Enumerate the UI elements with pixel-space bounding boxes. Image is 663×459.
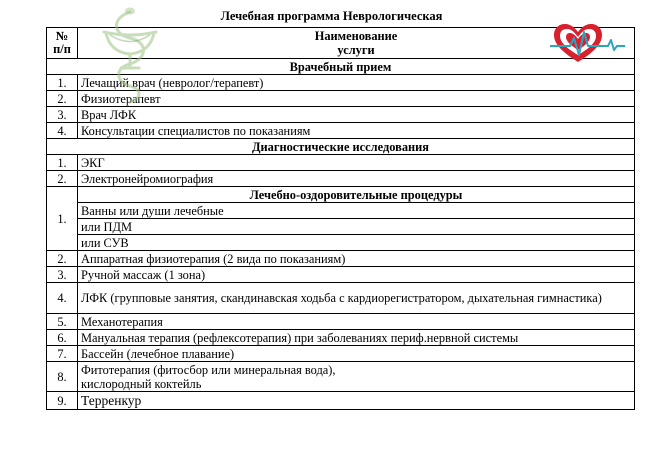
row-text: Консультации специалистов по показаниям bbox=[78, 123, 635, 139]
table-row bbox=[47, 267, 635, 283]
row-num: 1. bbox=[47, 187, 78, 251]
row-text: Электронейромиография bbox=[78, 171, 635, 187]
table-row bbox=[47, 171, 635, 187]
table-row bbox=[47, 219, 635, 235]
row-text: Ручной массаж (1 зона) bbox=[78, 267, 635, 283]
row-num: 6. bbox=[47, 330, 78, 346]
row-text: Ванны или души лечебные bbox=[78, 203, 635, 219]
section-heading: Диагностические исследования bbox=[47, 139, 635, 155]
row-num: 7. bbox=[47, 346, 78, 362]
row-num: 4. bbox=[47, 283, 78, 314]
row-text: или ПДМ bbox=[78, 219, 635, 235]
row-num: 8. bbox=[47, 362, 78, 392]
section-heading: Лечебно-оздоровительные процедуры bbox=[78, 187, 635, 203]
row-text: ЭКГ bbox=[78, 155, 635, 171]
section-heading: Врачебный прием bbox=[47, 59, 635, 75]
table-row bbox=[47, 155, 635, 171]
row-num: 3. bbox=[47, 107, 78, 123]
row-text-line2: кислородный коктейль bbox=[81, 376, 202, 391]
row-num: 2. bbox=[47, 171, 78, 187]
heart-pulse-logo bbox=[548, 22, 626, 66]
row-num: 3. bbox=[47, 267, 78, 283]
table-row bbox=[47, 330, 635, 346]
table-row bbox=[47, 392, 635, 410]
row-text bbox=[78, 362, 635, 392]
row-text: Лечащий врач (невролог/терапевт) bbox=[78, 75, 635, 91]
table-row bbox=[47, 251, 635, 267]
row-text: Физиотерапевт bbox=[78, 91, 635, 107]
row-text: или СУВ bbox=[78, 235, 635, 251]
section-row bbox=[47, 187, 635, 203]
table-row bbox=[47, 314, 635, 330]
table-row bbox=[47, 107, 635, 123]
table-row bbox=[47, 235, 635, 251]
row-text: ЛФК (групповые занятия, скандинавская ходьба с кардиорегистратором, дыхательная гимнастика) bbox=[78, 283, 635, 314]
row-text: Механотерапия bbox=[78, 314, 635, 330]
row-text: Аппаратная физиотерапия (2 вида по показаниям) bbox=[78, 251, 635, 267]
row-num: 1. bbox=[47, 155, 78, 171]
table-row bbox=[47, 362, 635, 392]
section-row bbox=[47, 139, 635, 155]
table-row bbox=[47, 283, 635, 314]
table-row bbox=[47, 203, 635, 219]
row-num: 5. bbox=[47, 314, 78, 330]
row-text: Терренкур bbox=[78, 392, 635, 410]
row-text: Бассейн (лечебное плавание) bbox=[78, 346, 635, 362]
table-row bbox=[47, 123, 635, 139]
row-num: 2. bbox=[47, 251, 78, 267]
row-text: Врач ЛФК bbox=[78, 107, 635, 123]
row-num: 4. bbox=[47, 123, 78, 139]
row-num: 1. bbox=[47, 75, 78, 91]
row-num: 2. bbox=[47, 91, 78, 107]
bowl-of-hygieia-logo bbox=[90, 4, 170, 104]
header-num-cell: № п/п bbox=[47, 28, 78, 59]
page-title: Лечебная программа Неврологическая bbox=[220, 9, 443, 23]
header-name-line1: Наименование bbox=[314, 29, 398, 43]
header-name-line2: услуги bbox=[337, 43, 375, 57]
table-row bbox=[47, 346, 635, 362]
row-text-line1: Фитотерапия (фитосбор или минеральная вода), bbox=[81, 362, 336, 377]
row-num: 9. bbox=[47, 392, 78, 410]
row-text: Мануальная терапия (рефлексотерапия) при заболеваниях периф.нервной системы bbox=[78, 330, 635, 346]
